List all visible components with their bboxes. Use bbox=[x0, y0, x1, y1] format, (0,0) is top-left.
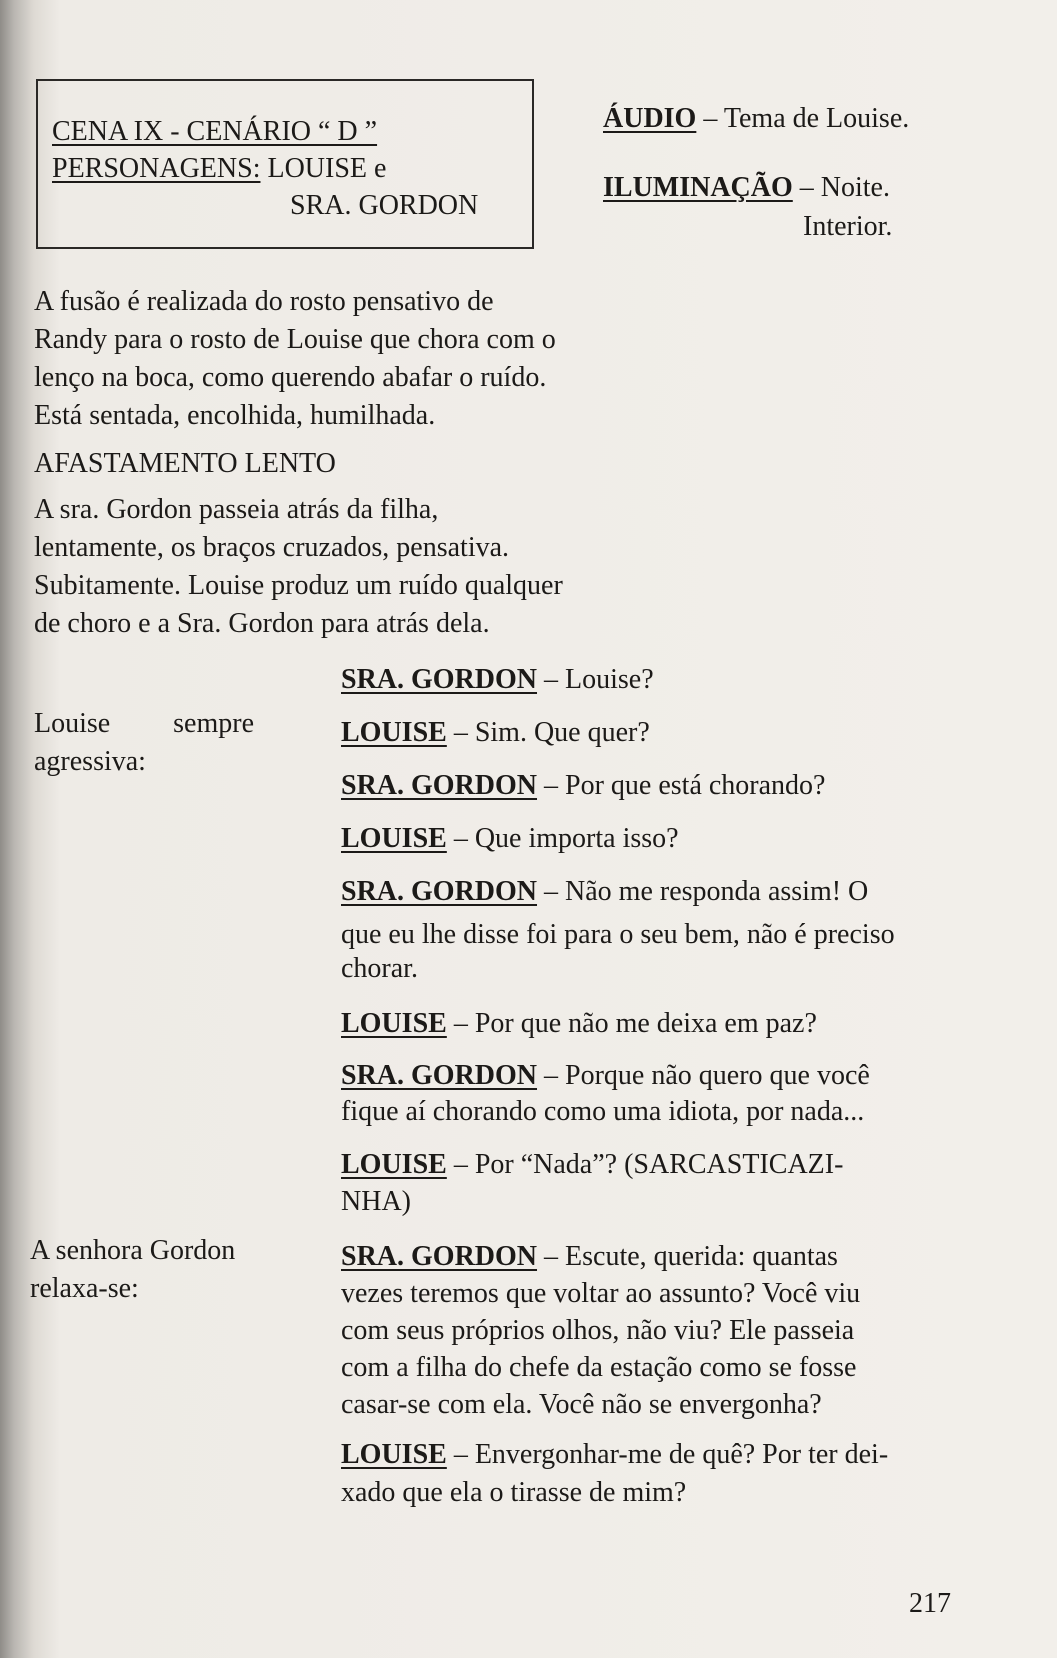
speaker-name: SRA. GORDON bbox=[341, 876, 538, 907]
audio-text: – Tema de Louise. bbox=[696, 103, 910, 134]
stage-direction-line: lentamente, os braços cruzados, pensativa. bbox=[34, 532, 510, 563]
page-number: 217 bbox=[909, 1588, 951, 1619]
camera-direction: AFASTAMENTO LENTO bbox=[34, 448, 336, 479]
characters-second: SRA. GORDON bbox=[290, 190, 479, 221]
speaker-name: SRA. GORDON bbox=[341, 1241, 538, 1272]
scene-title bbox=[52, 118, 377, 146]
speaker-name: SRA. GORDON bbox=[341, 1060, 538, 1091]
dialogue-line bbox=[341, 1243, 838, 1271]
lighting-text: – Noite. bbox=[792, 172, 890, 203]
dialogue-text: – Por “Nada”? (SARCASTICAZI- bbox=[446, 1149, 844, 1180]
audio-cue bbox=[603, 105, 909, 133]
stage-direction-line: Subitamente. Louise produz um ruído qualquer bbox=[34, 570, 563, 601]
scene-title-text: CENA IX - CENÁRIO “ D ” bbox=[52, 116, 378, 147]
characters-first: LOUISE e bbox=[260, 153, 387, 184]
dialogue-continuation: chorar. bbox=[341, 953, 418, 984]
dialogue-line bbox=[341, 1010, 817, 1038]
dialogue-line bbox=[341, 666, 654, 694]
dialogue-text: – Envergonhar-me de quê? Por ter dei- bbox=[446, 1439, 889, 1470]
dialogue-continuation: com seus próprios olhos, não viu? Ele passeia bbox=[341, 1315, 855, 1346]
dialogue-text: – Por que está chorando? bbox=[537, 770, 826, 801]
dialogue-text: – Louise? bbox=[537, 664, 654, 695]
dialogue-line bbox=[341, 825, 679, 853]
dialogue-line bbox=[341, 772, 825, 800]
dialogue-continuation: que eu lhe disse foi para o seu bem, não é preciso bbox=[341, 919, 895, 950]
lighting-cue bbox=[603, 174, 890, 202]
dialogue-line bbox=[341, 1441, 888, 1469]
dialogue-continuation: NHA) bbox=[341, 1186, 411, 1217]
speaker-name: LOUISE bbox=[341, 1008, 447, 1039]
stage-direction-line: A sra. Gordon passeia atrás da filha, bbox=[34, 494, 439, 525]
dialogue-continuation: fique aí chorando como uma idiota, por nada... bbox=[341, 1096, 865, 1127]
stage-direction-line: A fusão é realizada do rosto pensativo de bbox=[34, 286, 494, 317]
stage-direction-line: Está sentada, encolhida, humilhada. bbox=[34, 400, 436, 431]
dialogue-text: – Escute, querida: quantas bbox=[537, 1241, 838, 1272]
speaker-name: LOUISE bbox=[341, 823, 447, 854]
characters-label: PERSONAGENS: bbox=[52, 153, 261, 184]
dialogue-text: – Não me responda assim! O bbox=[537, 876, 869, 907]
dialogue-line bbox=[341, 878, 868, 906]
side-note-2-line2: relaxa-se: bbox=[30, 1273, 139, 1304]
side-note-1-line2: agressiva: bbox=[34, 746, 146, 777]
stage-direction-line: de choro e a Sra. Gordon para atrás dela. bbox=[34, 608, 490, 639]
dialogue-continuation: xado que ela o tirasse de mim? bbox=[341, 1477, 687, 1508]
lighting-label: ILUMINAÇÃO bbox=[603, 172, 793, 203]
dialogue-continuation: vezes teremos que voltar ao assunto? Você viu bbox=[341, 1278, 861, 1309]
stage-direction-line: lenço na boca, como querendo abafar o ruído. bbox=[34, 362, 547, 393]
speaker-name: SRA. GORDON bbox=[341, 664, 538, 695]
side-note-word: sempre bbox=[173, 708, 254, 739]
speaker-name: LOUISE bbox=[341, 717, 447, 748]
speaker-name: LOUISE bbox=[341, 1439, 447, 1470]
dialogue-line bbox=[341, 1062, 870, 1090]
dialogue-text: – Que importa isso? bbox=[446, 823, 679, 854]
characters-line bbox=[52, 155, 386, 183]
dialogue-continuation: com a filha do chefe da estação como se fosse bbox=[341, 1352, 857, 1383]
speaker-name: SRA. GORDON bbox=[341, 770, 538, 801]
dialogue-text: – Sim. Que quer? bbox=[446, 717, 650, 748]
dialogue-text: – Por que não me deixa em paz? bbox=[446, 1008, 817, 1039]
side-note-word: Louise bbox=[34, 708, 111, 739]
stage-direction-line: Randy para o rosto de Louise que chora com o bbox=[34, 324, 556, 355]
dialogue-continuation: casar-se com ela. Você não se envergonha? bbox=[341, 1389, 822, 1420]
lighting-text-2: Interior. bbox=[803, 211, 893, 242]
dialogue-text: – Porque não quero que você bbox=[537, 1060, 870, 1091]
side-note-2-line1: A senhora Gordon bbox=[30, 1235, 236, 1266]
speaker-name: LOUISE bbox=[341, 1149, 447, 1180]
dialogue-line bbox=[341, 719, 650, 747]
side-note-1-line1 bbox=[34, 710, 254, 738]
audio-label: ÁUDIO bbox=[603, 103, 697, 134]
dialogue-line bbox=[341, 1151, 843, 1179]
